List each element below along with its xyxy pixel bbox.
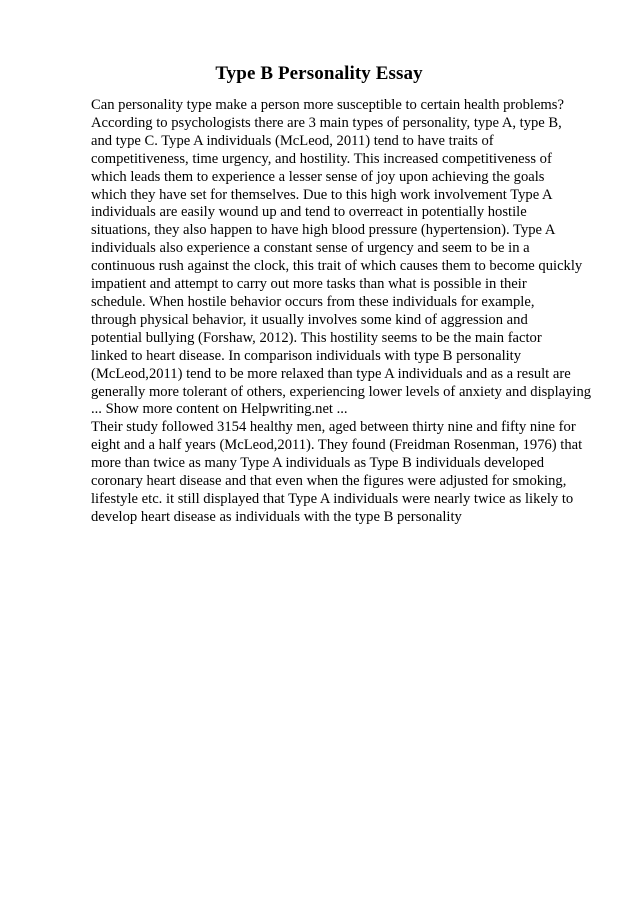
- essay-line: which they have set for themselves. Due to this high work involvement Type A: [91, 186, 553, 203]
- essay-line: According to psychologists there are 3 main types of personality, type A, type B,: [91, 114, 562, 131]
- essay-body: [91, 97, 601, 527]
- essay-line: coronary heart disease and that even when the figures were adjusted for smoking,: [91, 473, 567, 490]
- essay-line: generally more tolerant of others, experiencing lower levels of anxiety and displaying: [91, 383, 592, 400]
- essay-line: which leads them to experience a lesser sense of joy upon achieving the goals: [91, 168, 545, 185]
- essay-line: individuals also experience a constant sense of urgency and seem to be in a: [91, 240, 530, 257]
- essay-line: Their study followed 3154 healthy men, aged between thirty nine and fifty nine for: [91, 419, 576, 436]
- essay-line: potential bullying (Forshaw, 2012). This hostility seems to be the main factor: [91, 329, 542, 346]
- essay-line: lifestyle etc. it still displayed that Type A individuals were nearly twice as likely to: [91, 490, 574, 507]
- essay-line: Can personality type make a person more susceptible to certain health problems?: [91, 97, 564, 113]
- essay-line: and type C. Type A individuals (McLeod, 2011) tend to have traits of: [91, 132, 494, 149]
- essay-line: through physical behavior, it usually involves some kind of aggression and: [91, 311, 528, 328]
- essay-line: situations, they also happen to have high blood pressure (hypertension). Type A: [91, 222, 556, 239]
- essay-line: eight and a half years (McLeod,2011). They found (Freidman Rosenman, 1976) that: [91, 437, 583, 454]
- essay-line: competitiveness, time urgency, and hostility. This increased competitiveness of: [91, 150, 552, 167]
- essay-line: continuous rush against the clock, this trait of which causes them to become quickly: [91, 258, 583, 275]
- essay-line: impatient and attempt to carry out more tasks than what is possible in their: [91, 276, 527, 293]
- document-title: Type B Personality Essay: [215, 63, 423, 84]
- essay-line: schedule. When hostile behavior occurs from these individuals for example,: [91, 293, 535, 310]
- essay-line: (McLeod,2011) tend to be more relaxed than type A individuals and as a result are: [91, 365, 571, 382]
- essay-line: linked to heart disease. In comparison individuals with type B personality: [91, 347, 522, 364]
- essay-line: individuals are easily wound up and tend to overreact in potentially hostile: [91, 204, 527, 221]
- show-more-link[interactable]: ... Show more content on Helpwriting.net ...: [91, 401, 348, 418]
- essay-line: develop heart disease as individuals with the type B personality: [91, 508, 462, 525]
- essay-line: more than twice as many Type A individuals as Type B individuals developed: [91, 455, 544, 472]
